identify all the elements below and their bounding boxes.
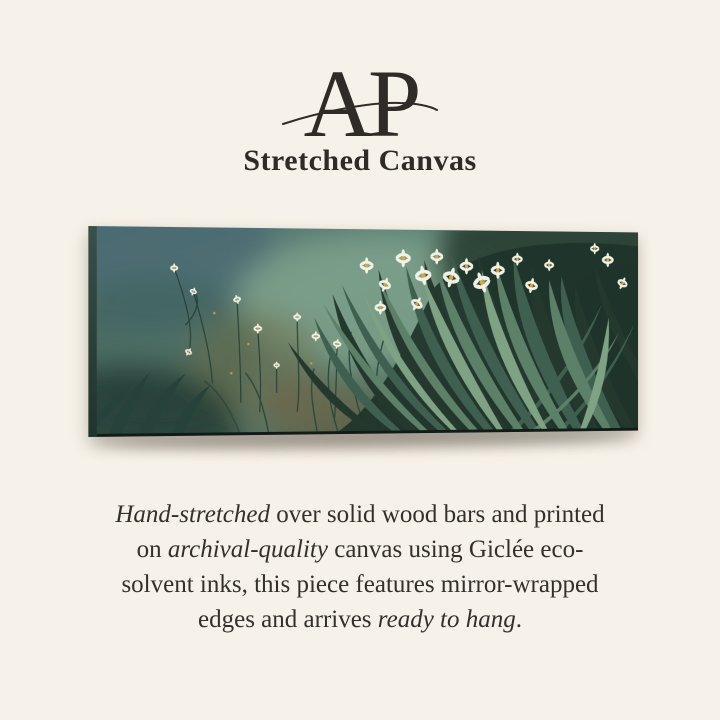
stretched-canvas-product xyxy=(88,226,638,437)
page-title: Stretched Canvas xyxy=(243,144,477,177)
botanical-painting xyxy=(97,226,638,434)
product-description: Hand-stretched over solid wood bars and printed on archival-quality canvas using Giclée eco- solvent inks, this piece features mirror-wrapped edges and arrives ready to hang. xyxy=(115,501,605,633)
canvas-artwork xyxy=(97,226,638,434)
monogram-letters: AP xyxy=(303,56,417,146)
monogram-icon xyxy=(280,56,440,146)
brand-logo xyxy=(280,56,440,146)
